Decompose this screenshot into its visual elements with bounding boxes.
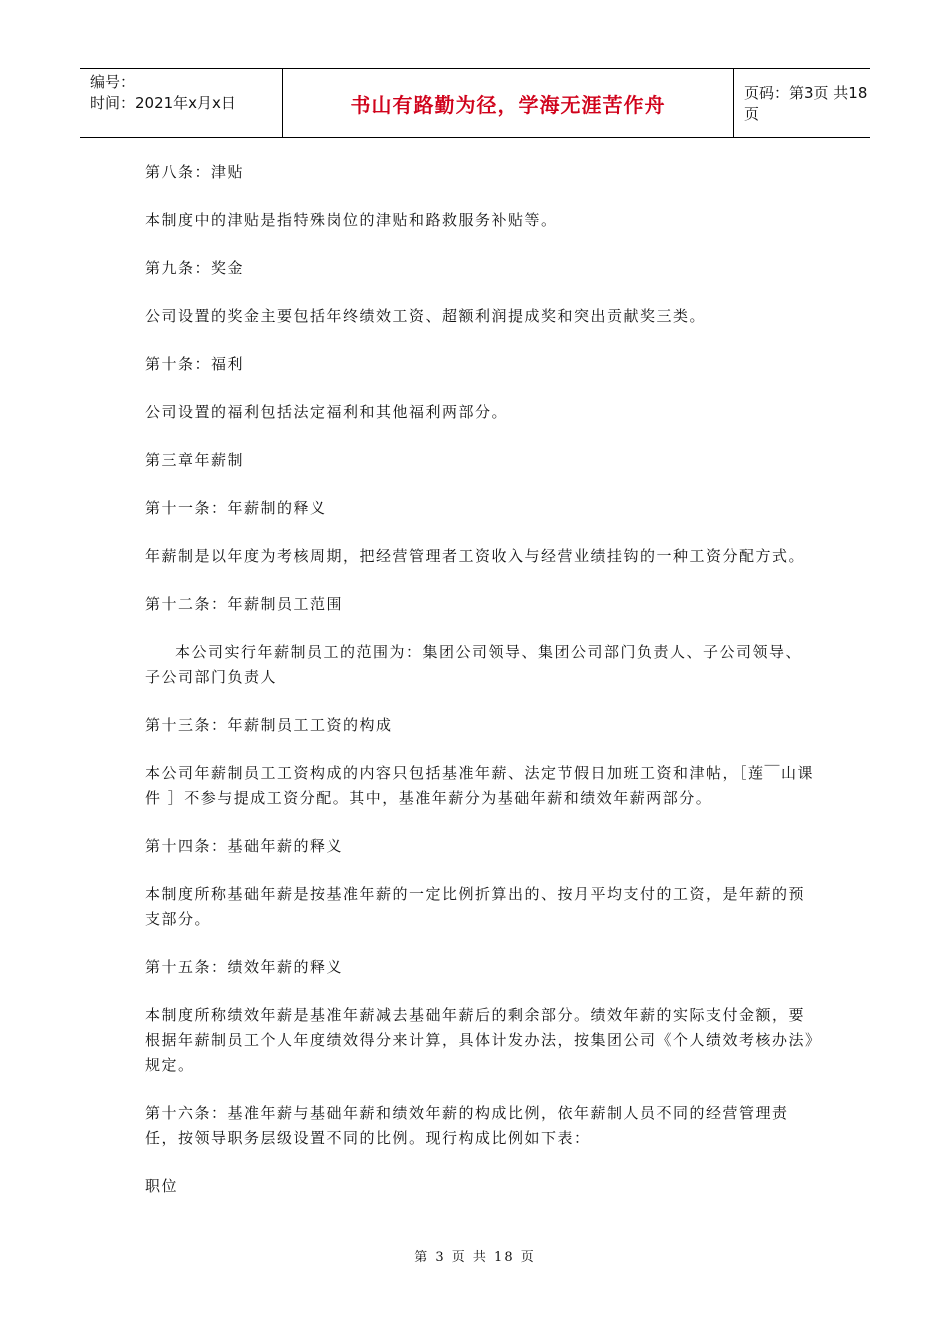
article-heading: 第九条：奖金: [145, 259, 245, 277]
body-paragraph: 本制度所称基础年薪是按基准年薪的一定比例折算出的、按月平均支付的工资，是年薪的预支部分。: [145, 885, 806, 928]
article-heading: 第十条：福利: [145, 355, 245, 373]
article-heading: 第十三条：年薪制员工工资的构成: [145, 716, 393, 734]
body-paragraph: 本制度中的津贴是指特殊岗位的津贴和路救服务补贴等。: [145, 211, 558, 229]
article-heading: 第十四条：基础年薪的释义: [145, 837, 344, 855]
article-heading: 第十二条：年薪制员工范围: [145, 595, 344, 613]
page-footer: 第 3 页 共 18 页: [414, 1250, 536, 1265]
body-paragraph: 年薪制是以年度为考核周期，把经营管理者工资收入与经营业绩挂钩的一种工资分配方式。: [145, 547, 806, 565]
header-page-cell: [734, 69, 870, 137]
header-meta: [80, 69, 282, 137]
article-heading: 第十一条：年薪制的释义: [145, 499, 327, 517]
body-paragraph: 公司设置的奖金主要包括年终绩效工资、超额利润提成奖和突出贡献奖三类。: [145, 307, 707, 325]
document-time-label: 时间：2021年x月x日: [90, 94, 236, 112]
header-page-label: 页码：第3页 共18页: [744, 84, 868, 123]
body-paragraph: 公司设置的福利包括法定福利和其他福利两部分。: [145, 403, 509, 421]
header-motto-cell: [282, 69, 734, 137]
body-paragraph: 本公司实行年薪制员工的范围为：集团公司领导、集团公司部门负责人、子公司领导、子公司部门负责人: [145, 643, 803, 686]
document-number-label: 编号：: [90, 73, 136, 91]
table-caption: 职位: [145, 1177, 179, 1195]
article-heading: 第十五条：绩效年薪的释义: [145, 958, 344, 976]
chapter-heading: 第三章年薪制: [145, 451, 245, 469]
page-header: [80, 68, 870, 138]
body-paragraph: 第十六条：基准年薪与基础年薪和绩效年薪的构成比例，依年薪制人员不同的经营管理责任，按领导职务层级设置不同的比例。现行构成比例如下表：: [145, 1104, 789, 1147]
article-heading: 第八条：津贴: [145, 163, 245, 181]
body-paragraph: 本公司年薪制员工工资构成的内容只包括基准年薪、法定节假日加班工资和津帖，［莲￣山课件 ］不参与提成工资分配。其中，基准年薪分为基础年薪和绩效年薪两部分。: [145, 764, 815, 807]
document-body: [145, 160, 815, 1222]
header-motto: 书山有路勤为径，学海无涯苦作舟: [350, 92, 666, 117]
body-paragraph: 本制度所称绩效年薪是基准年薪减去基础年薪后的剩余部分。绩效年薪的实际支付金额，要根据年薪制员工个人年度绩效得分来计算，具体计发办法，按集团公司《个人绩效考核办法》规定。: [145, 1006, 815, 1074]
